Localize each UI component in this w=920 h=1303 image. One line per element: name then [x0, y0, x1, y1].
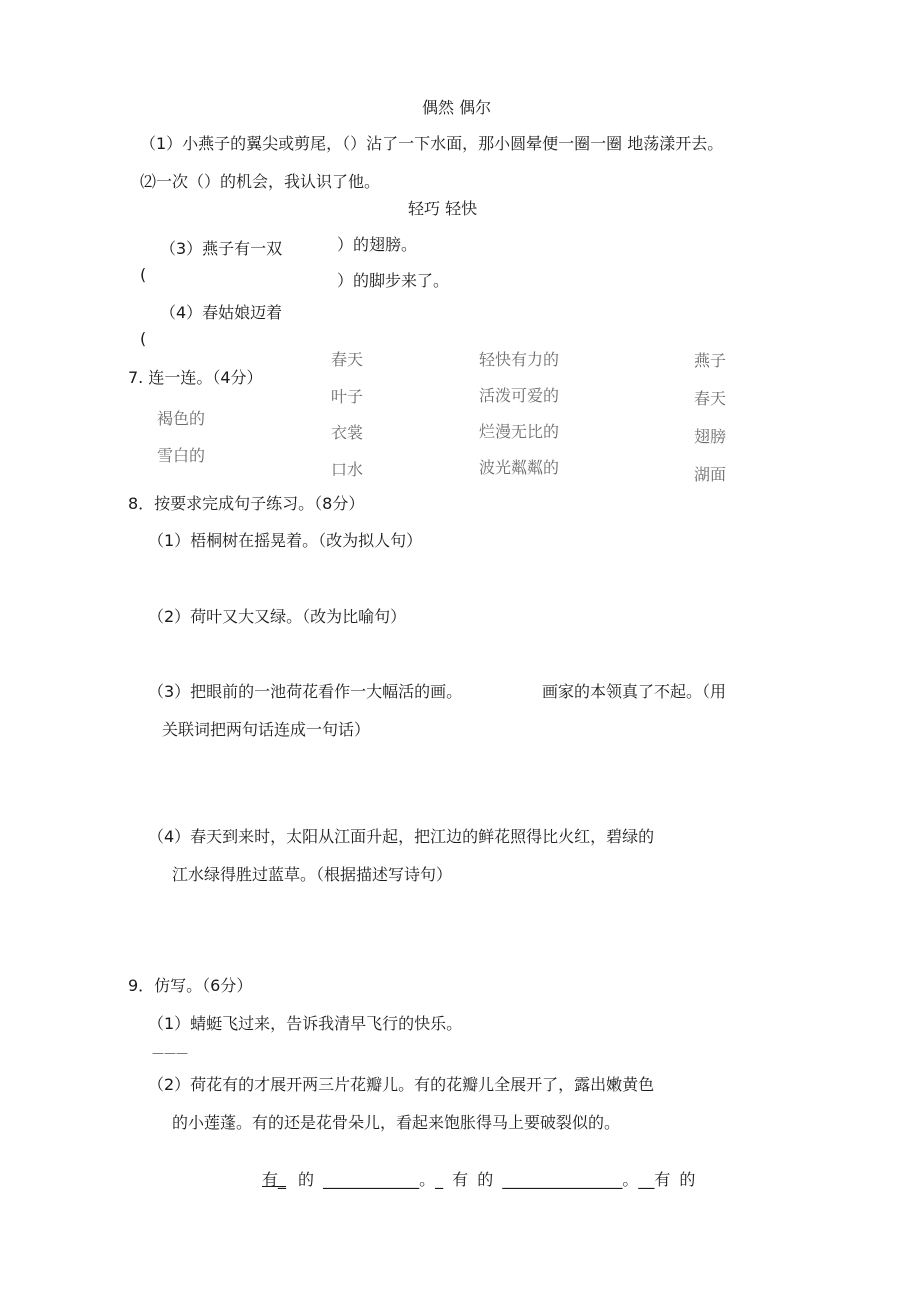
question-2: ⑵一次（）的机会，我认识了他。 — [140, 172, 381, 191]
s9-question-2-line2: 的小莲蓬。有的还是花骨朵儿，看起来饱胀得马上要破裂似的。 — [172, 1113, 621, 1132]
question-3-tail: ）的翅膀。 — [337, 235, 418, 254]
match-col1-item: 褐色的 — [157, 409, 206, 428]
match-col4-item: 燕子 — [694, 351, 727, 370]
s8-question-3-part2: 画家的本领真了不起。（用 — [542, 682, 727, 701]
match-col3-item: 活泼可爱的 — [479, 386, 560, 405]
word-pair-title-2: 轻巧 轻快 — [408, 199, 478, 218]
match-col1-item: 雪白的 — [157, 446, 206, 465]
match-col3-item: 烂漫无比的 — [479, 422, 560, 441]
question-1: （1）小燕子的翼尖或剪尾，（）沾了一下水面，那小圆晕便一圈一圈 地荡漾开去。 — [140, 134, 724, 153]
s9-question-2-line1: （2）荷花有的才展开两三片花瓣儿。有的花瓣儿全展开了，露出嫩黄色 — [148, 1075, 655, 1094]
question-4-tail: ）的脚步来了。 — [337, 271, 450, 290]
s8-question-4-line2: 江水绿得胜过蓝草。（根据描述写诗句） — [172, 865, 453, 884]
open-paren-1: ( — [140, 265, 147, 284]
fill-in-start: 有_ — [262, 1170, 287, 1189]
s8-question-2: （2）荷叶又大又绿。（改为比喻句） — [148, 607, 407, 626]
s8-question-1: （1）梧桐树在摇晃着。（改为拟人句） — [148, 531, 423, 550]
match-col3-item: 轻快有力的 — [479, 350, 560, 369]
question-4-label: （4）春姑娘迈着 — [160, 303, 283, 322]
match-col4-item: 春天 — [694, 389, 727, 408]
section-7-heading: 7. 连一连。（4分） — [128, 368, 263, 387]
section-9-heading: 9．仿写。（6分） — [128, 976, 253, 995]
s9-answer-blank[interactable]: ——— — [152, 1046, 188, 1060]
s8-question-4-line1: （4）春天到来时，太阳从江面升起，把江边的鲜花照得比火红，碧绿的 — [148, 827, 655, 846]
match-col4-item: 翅膀 — [694, 427, 727, 446]
s8-question-3-part3: 关联词把两句话连成一句话） — [162, 720, 371, 739]
open-paren-2: ( — [140, 329, 147, 348]
match-col2-item: 春天 — [331, 350, 364, 369]
word-pair-title-1: 偶然 偶尔 — [422, 98, 492, 117]
match-col2-item: 衣裳 — [331, 423, 364, 442]
fill-in-blanks-line[interactable]: 的 ____________。_ 有 的 _______________。__有 的 — [298, 1170, 696, 1189]
s9-question-1: （1）蜻蜓飞过来，告诉我清早飞行的快乐。 — [148, 1014, 463, 1033]
match-col2-item: 叶子 — [331, 387, 364, 406]
match-col4-item: 湖面 — [694, 465, 727, 484]
s8-question-3-part1: （3）把眼前的一池荷花看作一大幅活的画。 — [148, 682, 463, 701]
match-col3-item: 波光粼粼的 — [479, 458, 560, 477]
match-col2-item: 口水 — [331, 460, 364, 479]
section-8-heading: 8．按要求完成句子练习。（8分） — [128, 494, 365, 513]
question-3-label: （3）燕子有一双 — [160, 239, 283, 258]
